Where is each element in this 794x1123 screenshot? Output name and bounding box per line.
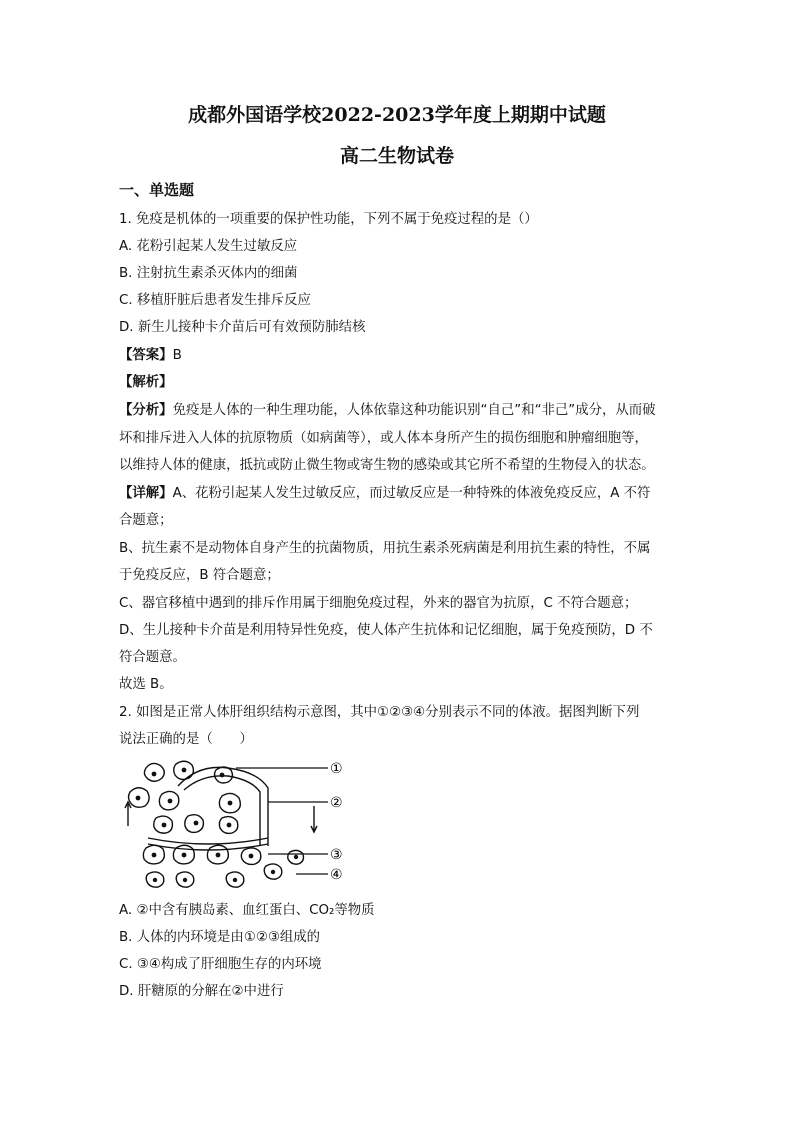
fenxi-text: 免疫是人体的一种生理功能，人体依靠这种功能识别“自己”和“非己”成分，从而破 <box>172 403 656 418</box>
capillary <box>178 767 268 846</box>
liver-tissue-diagram <box>118 756 354 891</box>
capillary <box>184 776 260 846</box>
analysis-label: 【解析】 <box>119 375 173 390</box>
q2-option-c: C. ③④构成了肝细胞生存的内环境 <box>119 957 322 972</box>
q2-stem-line-1: 2. 如图是正常人体肝组织结构示意图，其中①②③④分别表示不同的体液。据图判断下列 <box>119 705 640 720</box>
answer-label: 【答案】 <box>119 348 173 363</box>
figure-label-2: ② <box>330 795 343 811</box>
lymph-vessel <box>148 838 268 844</box>
flow-arrow-icon <box>311 806 317 832</box>
q1-fenxi-line-1 <box>119 402 679 420</box>
figure-label-3: ③ <box>330 847 343 863</box>
xiangjie-text: A、花粉引起某人发生过敏反应，而过敏反应是一种特殊的体液免疫反应，A 不符 <box>172 486 651 501</box>
q1-option-c: C. 移植肝脏后患者发生排斥反应 <box>119 293 311 308</box>
answer-value: B <box>172 348 182 363</box>
section-heading: 一、单选题 <box>119 181 195 199</box>
q2-option-d: D. 肝糖原的分解在②中进行 <box>119 984 284 999</box>
q1-xiangjie-line-3: B、抗生素不是动物体自身产生的抗菌物质，用抗生素杀死病菌是利用抗生素的特性，不属 <box>119 541 651 556</box>
q1-option-d: D. 新生儿接种卡介苗后可有效预防肺结核 <box>119 320 366 335</box>
xiangjie-label: 【详解】 <box>119 486 173 501</box>
q1-fenxi-line-2: 坏和排斥进入人体的抗原物质（如病菌等），或人体本身所产生的损伤细胞和肿瘤细胞等， <box>119 431 648 446</box>
figure-label-4: ④ <box>330 867 343 883</box>
q1-answer <box>119 347 679 365</box>
q2-option-a: A. ②中含有胰岛素、血红蛋白、CO₂等物质 <box>119 903 375 918</box>
q1-xiangjie-line-4: 于免疫反应，B 符合题意； <box>119 568 280 583</box>
q1-xiangjie-line-2: 合题意； <box>119 513 173 528</box>
exam-title: 成都外国语学校2022-2023学年度上期期中试题 <box>188 104 606 126</box>
q1-conclusion: 故选 B。 <box>119 677 173 692</box>
q1-option-a: A. 花粉引起某人发生过敏反应 <box>119 239 298 254</box>
q1-option-b: B. 注射抗生素杀灭体内的细菌 <box>119 266 298 281</box>
exam-subtitle: 高二生物试卷 <box>339 145 454 167</box>
figure-label-1: ① <box>330 761 343 777</box>
q1-xiangjie-line-5: C、器官移植中遇到的排斥作用属于细胞免疫过程，外来的器官为抗原，C 不符合题意； <box>119 596 638 611</box>
q2-stem-line-2: 说法正确的是（ ） <box>119 732 253 747</box>
q2-option-b: B. 人体的内环境是由①②③组成的 <box>119 930 321 945</box>
flow-arrow-icon <box>125 802 131 826</box>
q1-xiangjie-line-7: 符合题意。 <box>119 650 186 665</box>
q1-analysis-label <box>119 374 679 392</box>
q1-xiangjie-line-1 <box>119 485 679 503</box>
q1-xiangjie-line-6: D、生儿接种卡介苗是利用特异性免疫，使人体产生抗体和记忆细胞，属于免疫预防，D 不 <box>119 623 653 638</box>
q1-fenxi-line-3: 以维持人体的健康，抵抗或防止微生物或寄生物的感染或其它所不希望的生物侵入的状态。 <box>119 458 655 473</box>
q1-stem: 1. 免疫是机体的一项重要的保护性功能，下列不属于免疫过程的是（） <box>119 212 538 227</box>
fenxi-label: 【分析】 <box>119 403 173 418</box>
lymph-vessel <box>148 844 268 850</box>
